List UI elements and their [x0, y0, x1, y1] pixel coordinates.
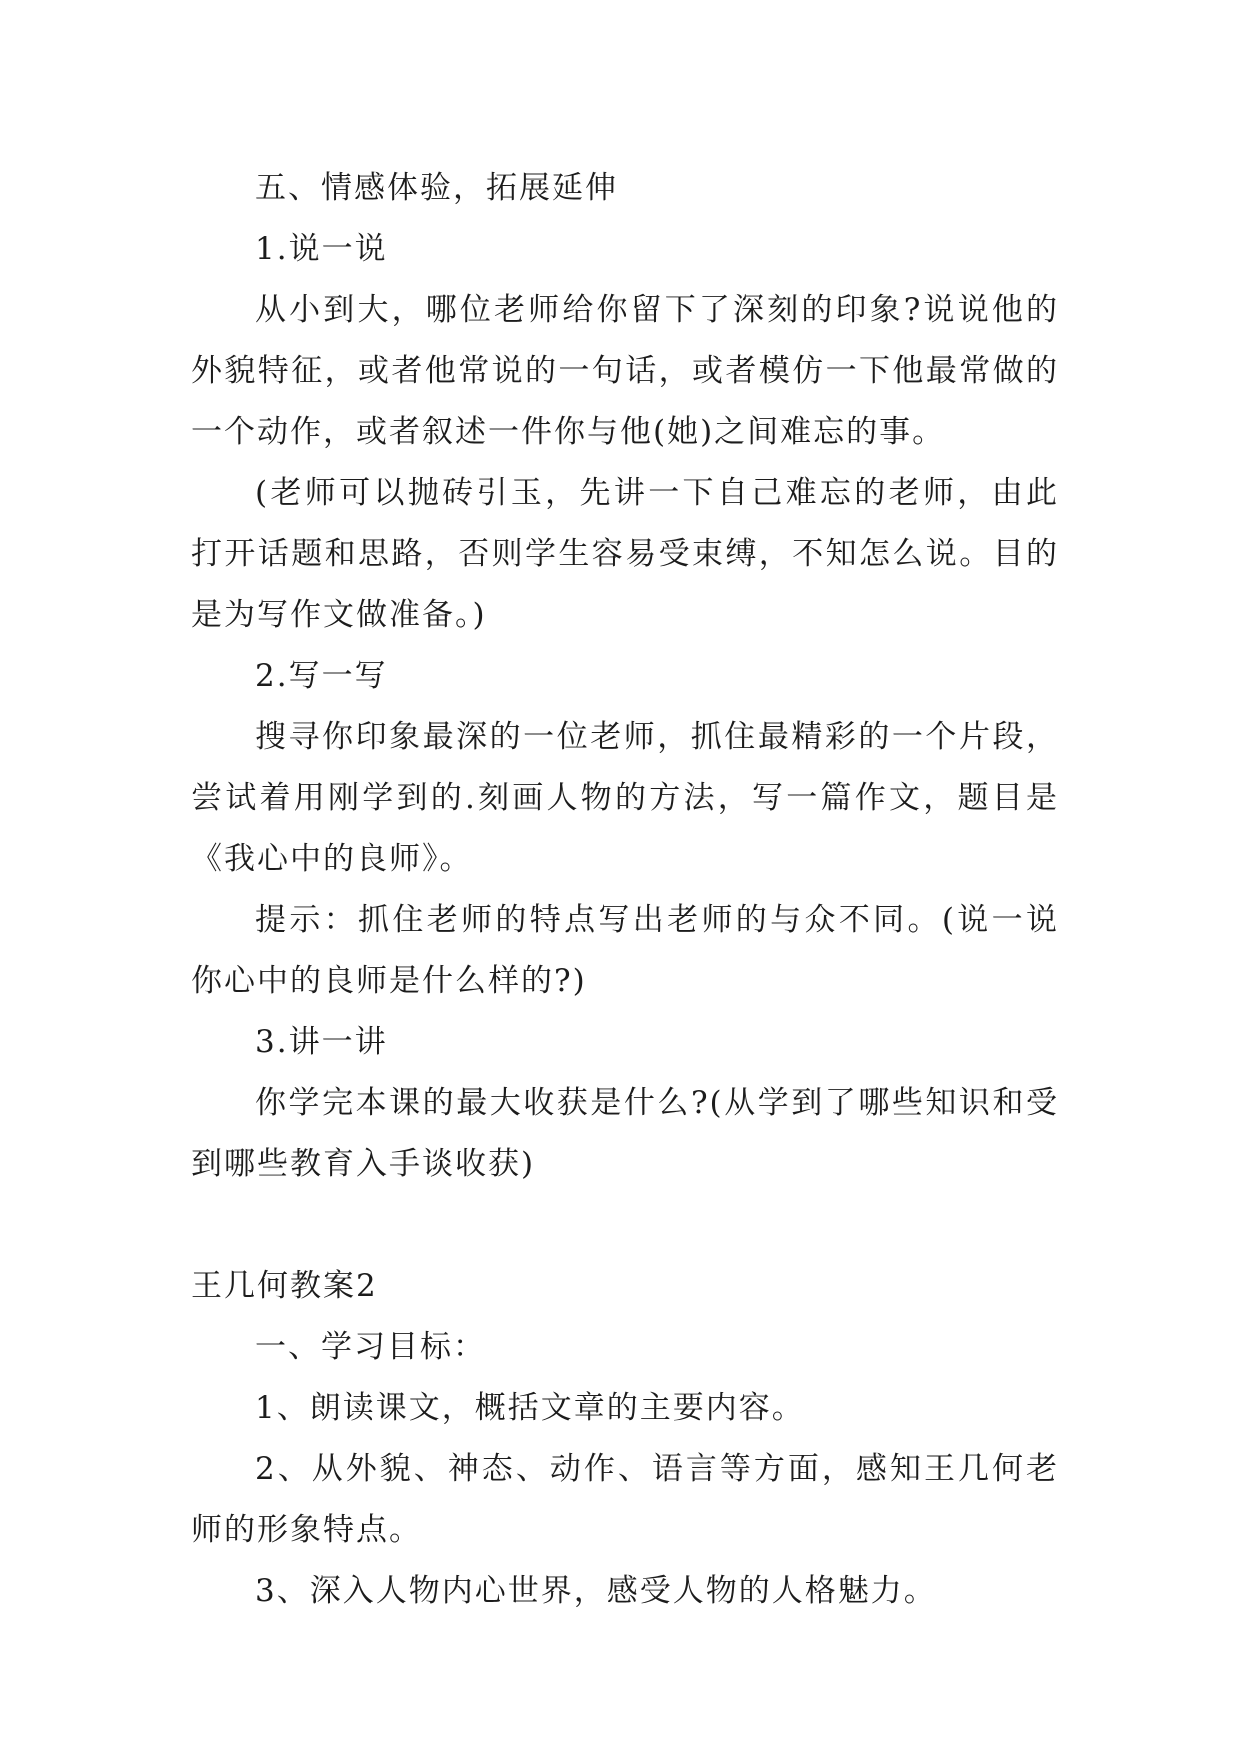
lesson-title: 王几何教案2	[191, 1268, 378, 1304]
section-spacer	[191, 1195, 1059, 1256]
paragraph: 从小到大，哪位老师给你留下了深刻的印象?说说他的外貌特征，或者他常说的一句话，或者模仿一下他最常做的一个动作，或者叙述一件你与他(她)之间难忘的事。	[191, 292, 1059, 450]
paragraph-note: (老师可以抛砖引玉，先讲一下自己难忘的老师，由此打开话题和思路，否则学生容易受束缚，不知怎么说。目的是为写作文做准备。)	[191, 475, 1059, 633]
paragraph-hint: 提示：抓住老师的特点写出老师的与众不同。(说一说你心中的良师是什么样的?)	[191, 902, 1059, 999]
item-title: 2.写一写	[255, 658, 388, 694]
goal-item: 2、从外貌、神态、动作、语言等方面，感知王几何老师的形象特点。	[191, 1451, 1059, 1548]
item-title: 1.说一说	[255, 231, 388, 267]
paragraph: 你学完本课的最大收获是什么?(从学到了哪些知识和受到哪些教育入手谈收获)	[191, 1085, 1059, 1182]
document-body	[191, 158, 1059, 1622]
goal-item: 1、朗读课文，概括文章的主要内容。	[255, 1390, 805, 1426]
goals-heading: 一、学习目标：	[255, 1329, 486, 1365]
paragraph: 搜寻你印象最深的一位老师，抓住最精彩的一个片段，尝试着用刚学到的.刻画人物的方法，写一篇作文，题目是《我心中的良师》。	[191, 719, 1059, 877]
goal-item: 3、深入人物内心世界，感受人物的人格魅力。	[255, 1573, 937, 1609]
item-title: 3.讲一讲	[255, 1024, 388, 1060]
section-heading: 五、情感体验，拓展延伸	[255, 170, 618, 206]
